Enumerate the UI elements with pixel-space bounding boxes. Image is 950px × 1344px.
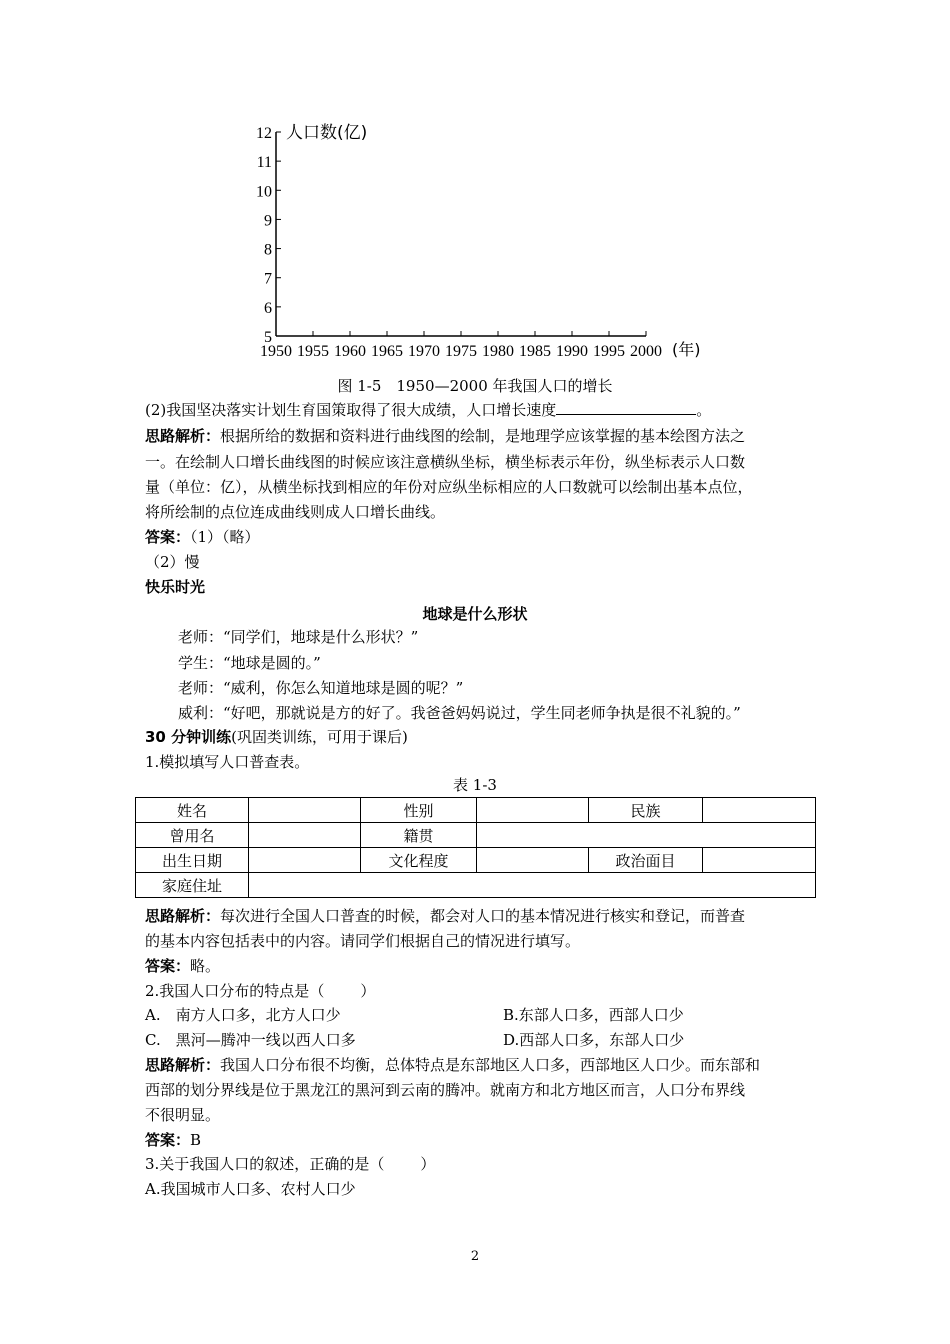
analysis-3-line2: 西部的划分界线是位于黑龙江的黑河到云南的腾冲。就南方和北方地区而言，人口分布界线 xyxy=(145,1081,746,1099)
answer-3 xyxy=(145,1128,201,1152)
question-stem: 3.关于我国人口的叙述，正确的是（ xyxy=(145,1155,385,1173)
story-line: 威利：“好吧，那就说是方的好了。我爸爸妈妈说过，学生同老师争执是很不礼貌的。” xyxy=(178,704,741,722)
cell-input[interactable] xyxy=(249,823,361,848)
chart-y-label: 人口数(亿) xyxy=(286,123,368,143)
cell-label: 民族 xyxy=(589,798,703,823)
analysis-label: 思路解析： xyxy=(145,1056,221,1074)
x-tick-label: 2000 xyxy=(630,343,662,360)
y-tick-label: 11 xyxy=(256,154,272,172)
question-1: 1.模拟填写人口普查表。 xyxy=(145,753,310,771)
question-stem-end: ） xyxy=(420,1155,436,1173)
answer-label: 答案： xyxy=(145,957,191,975)
x-tick-label: 1950 xyxy=(260,343,292,360)
cell-input[interactable] xyxy=(703,848,816,873)
cell-input[interactable] xyxy=(249,798,361,823)
chart-axes xyxy=(276,132,646,336)
answer-text: 略。 xyxy=(190,957,221,975)
cell-label: 出生日期 xyxy=(136,848,249,873)
figure-caption: 图 1-5 1950—2000 年我国人口的增长 xyxy=(337,377,613,395)
cell-input[interactable] xyxy=(249,848,361,873)
option-b[interactable]: B.东部人口多，西部人口少 xyxy=(503,1006,684,1024)
analysis-text: 我国人口分布很不均衡，总体特点是东部地区人口多，西部地区人口少。而东部和 xyxy=(220,1056,761,1074)
analysis-1-line2: 一。在绘制人口增长曲线图的时候应该注意横纵坐标，横坐标表示年份，纵坐标表示人口数 xyxy=(145,453,746,471)
training-sub: (巩固类训练，可用于课后) xyxy=(231,728,408,746)
census-table xyxy=(135,797,816,898)
y-tick-label: 5 xyxy=(264,329,272,346)
question-2-text: (2)我国坚决落实计划生育国策取得了很大成绩，人口增长速度 xyxy=(145,401,557,419)
table-row xyxy=(136,873,816,898)
analysis-1-line1 xyxy=(145,424,745,448)
analysis-2-line2: 的基本内容包括表中的内容。请同学们根据自己的情况进行填写。 xyxy=(145,932,581,950)
answer-1 xyxy=(145,525,260,549)
analysis-1-line4: 将所绘制的点位连成曲线则成人口增长曲线。 xyxy=(145,503,446,521)
x-tick-label: 1980 xyxy=(482,343,514,360)
cell-label: 姓名 xyxy=(136,798,249,823)
x-tick-label: 1985 xyxy=(519,343,551,360)
x-tick-label: 1965 xyxy=(371,343,403,360)
answer-label: 答案： xyxy=(145,1131,191,1149)
question-stem-end: ） xyxy=(360,982,376,1000)
cell-input[interactable] xyxy=(477,798,589,823)
cell-label: 文化程度 xyxy=(361,848,477,873)
cell-label: 曾用名 xyxy=(136,823,249,848)
analysis-1-line3: 量（单位：亿），从横坐标找到相应的年份对应纵坐标相应的人口数就可以绘制出基本点位， xyxy=(145,478,753,496)
answer-1-line2: （2）慢 xyxy=(145,553,200,571)
cell-label: 籍贯 xyxy=(361,823,477,848)
analysis-3-line3: 不很明显。 xyxy=(145,1106,221,1124)
cell-input[interactable] xyxy=(249,873,816,898)
x-tick-label: 1960 xyxy=(334,343,366,360)
cell-input[interactable] xyxy=(477,848,589,873)
analysis-2-line1 xyxy=(145,904,745,928)
analysis-text: 根据所给的数据和资料进行曲线图的绘制，是地理学应该掌握的基本绘图方法之 xyxy=(220,427,746,445)
question-3 xyxy=(145,1152,435,1176)
analysis-text: 每次进行全国人口普查的时候，都会对人口的基本情况进行核实和登记，而普查 xyxy=(220,907,746,925)
analysis-label: 思路解析： xyxy=(145,427,221,445)
question-2-fill xyxy=(145,398,711,422)
cell-input[interactable] xyxy=(477,823,816,848)
x-tick-label: 1970 xyxy=(408,343,440,360)
answer-2 xyxy=(145,954,220,978)
training-heading xyxy=(145,725,408,749)
answer-text: B xyxy=(190,1131,202,1149)
y-tick-label: 12 xyxy=(256,125,272,142)
y-tick-label: 10 xyxy=(256,183,272,201)
option-a[interactable]: A. 南方人口多，北方人口少 xyxy=(145,1006,341,1024)
q3-option-a[interactable]: A.我国城市人口多、农村人口少 xyxy=(145,1180,356,1198)
x-tick-label: 1990 xyxy=(556,343,588,360)
population-chart xyxy=(240,110,720,360)
training-label: 30 分钟训练 xyxy=(145,728,232,746)
analysis-label: 思路解析： xyxy=(145,907,221,925)
story-line: 老师：“同学们，地球是什么形状？” xyxy=(178,628,419,646)
answer-blank[interactable] xyxy=(556,398,696,415)
option-c[interactable]: C. 黑河—腾冲一线以西人口多 xyxy=(145,1031,356,1049)
x-tick-label: 1955 xyxy=(297,343,329,360)
story-line: 老师：“威利，你怎么知道地球是圆的呢？” xyxy=(178,679,464,697)
answer-text: （1）（略） xyxy=(190,528,260,546)
y-tick-label: 9 xyxy=(264,212,272,230)
option-d[interactable]: D.西部人口多，东部人口少 xyxy=(503,1031,685,1049)
chart-y-ticks xyxy=(256,125,281,346)
y-tick-label: 6 xyxy=(264,299,272,317)
cell-label: 政治面目 xyxy=(589,848,703,873)
answer-label: 答案： xyxy=(145,528,191,546)
story-title: 地球是什么形状 xyxy=(422,605,528,623)
analysis-3-line1 xyxy=(145,1053,760,1077)
x-tick-label: 1995 xyxy=(593,343,625,360)
question-2 xyxy=(145,979,375,1003)
cell-input[interactable] xyxy=(703,798,816,823)
happy-time-heading: 快乐时光 xyxy=(145,578,206,596)
chart-x-label: (年) xyxy=(672,340,701,359)
cell-label: 家庭住址 xyxy=(136,873,249,898)
x-tick-label: 1975 xyxy=(445,343,477,360)
table-row xyxy=(136,823,816,848)
page-number: 2 xyxy=(470,1249,480,1264)
question-stem: 2.我国人口分布的特点是（ xyxy=(145,982,325,1000)
table-row xyxy=(136,798,816,823)
table-caption: 表 1-3 xyxy=(453,776,497,794)
table-row xyxy=(136,848,816,873)
story-line: 学生：“地球是圆的。” xyxy=(178,654,321,672)
y-tick-label: 7 xyxy=(264,270,272,288)
question-2-end: 。 xyxy=(696,401,712,419)
cell-label: 性别 xyxy=(361,798,477,823)
y-tick-label: 8 xyxy=(264,241,272,259)
